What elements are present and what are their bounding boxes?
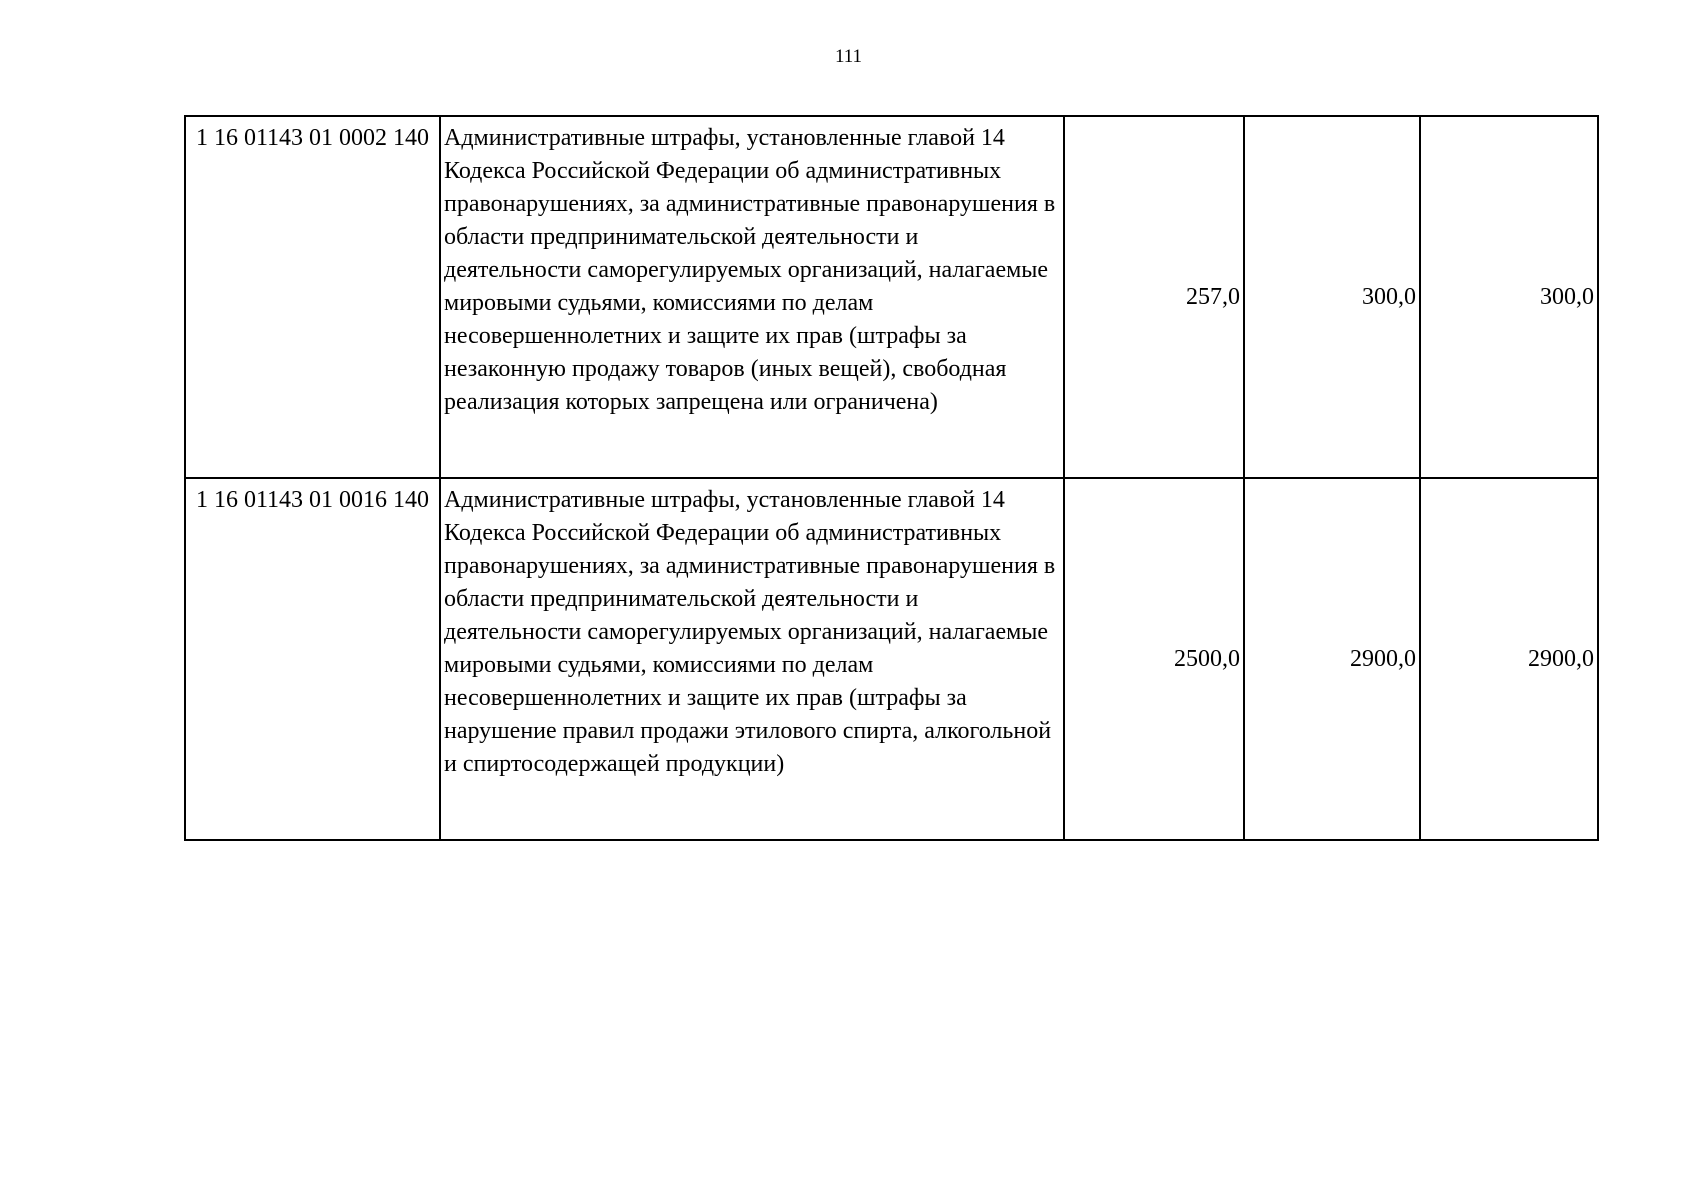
- value-3: 2900,0: [1528, 645, 1594, 672]
- budget-code: 1 16 01143 01 0016 140: [195, 487, 430, 513]
- value-cell-2: [1244, 478, 1420, 840]
- value-cell-3: [1420, 116, 1598, 478]
- table-row: [185, 478, 1598, 840]
- value-cell-3: [1420, 478, 1598, 840]
- budget-code-cell: [185, 478, 440, 840]
- description-cell: [440, 478, 1064, 840]
- revenue-description: Административные штрафы, установленные главой 14 Кодекса Российской Федерации об административных правонарушениях, за административные правонарушения в области предпринимательской деятельности и деятельности саморегулируемых организаций, налагаемые мировыми судьями, комиссиями по делам несовершеннолетних и защите их прав (штрафы за нарушение правил продажи этилового спирта, алкогольной и спиртосодержащей продукции): [444, 487, 1056, 777]
- value-1: 2500,0: [1174, 645, 1240, 672]
- value-cell-1: [1064, 478, 1244, 840]
- value-2: 300,0: [1362, 283, 1416, 310]
- value-3: 300,0: [1540, 283, 1594, 310]
- value-2: 2900,0: [1350, 645, 1416, 672]
- value-cell-1: [1064, 116, 1244, 478]
- value-cell-2: [1244, 116, 1420, 478]
- budget-revenue-table: [184, 115, 1599, 841]
- table-row: [185, 116, 1598, 478]
- budget-code-cell: [185, 116, 440, 478]
- description-cell: [440, 116, 1064, 478]
- budget-code: 1 16 01143 01 0002 140: [195, 125, 430, 151]
- value-1: 257,0: [1186, 283, 1240, 310]
- page-number: 111: [834, 46, 863, 67]
- revenue-description: Административные штрафы, установленные главой 14 Кодекса Российской Федерации об административных правонарушениях, за административные правонарушения в области предпринимательской деятельности и деятельности саморегулируемых организаций, налагаемые мировыми судьями, комиссиями по делам несовершеннолетних и защите их прав (штрафы за незаконную продажу товаров (иных вещей), свободная реализация которых запрещена или ограничена): [444, 125, 1056, 415]
